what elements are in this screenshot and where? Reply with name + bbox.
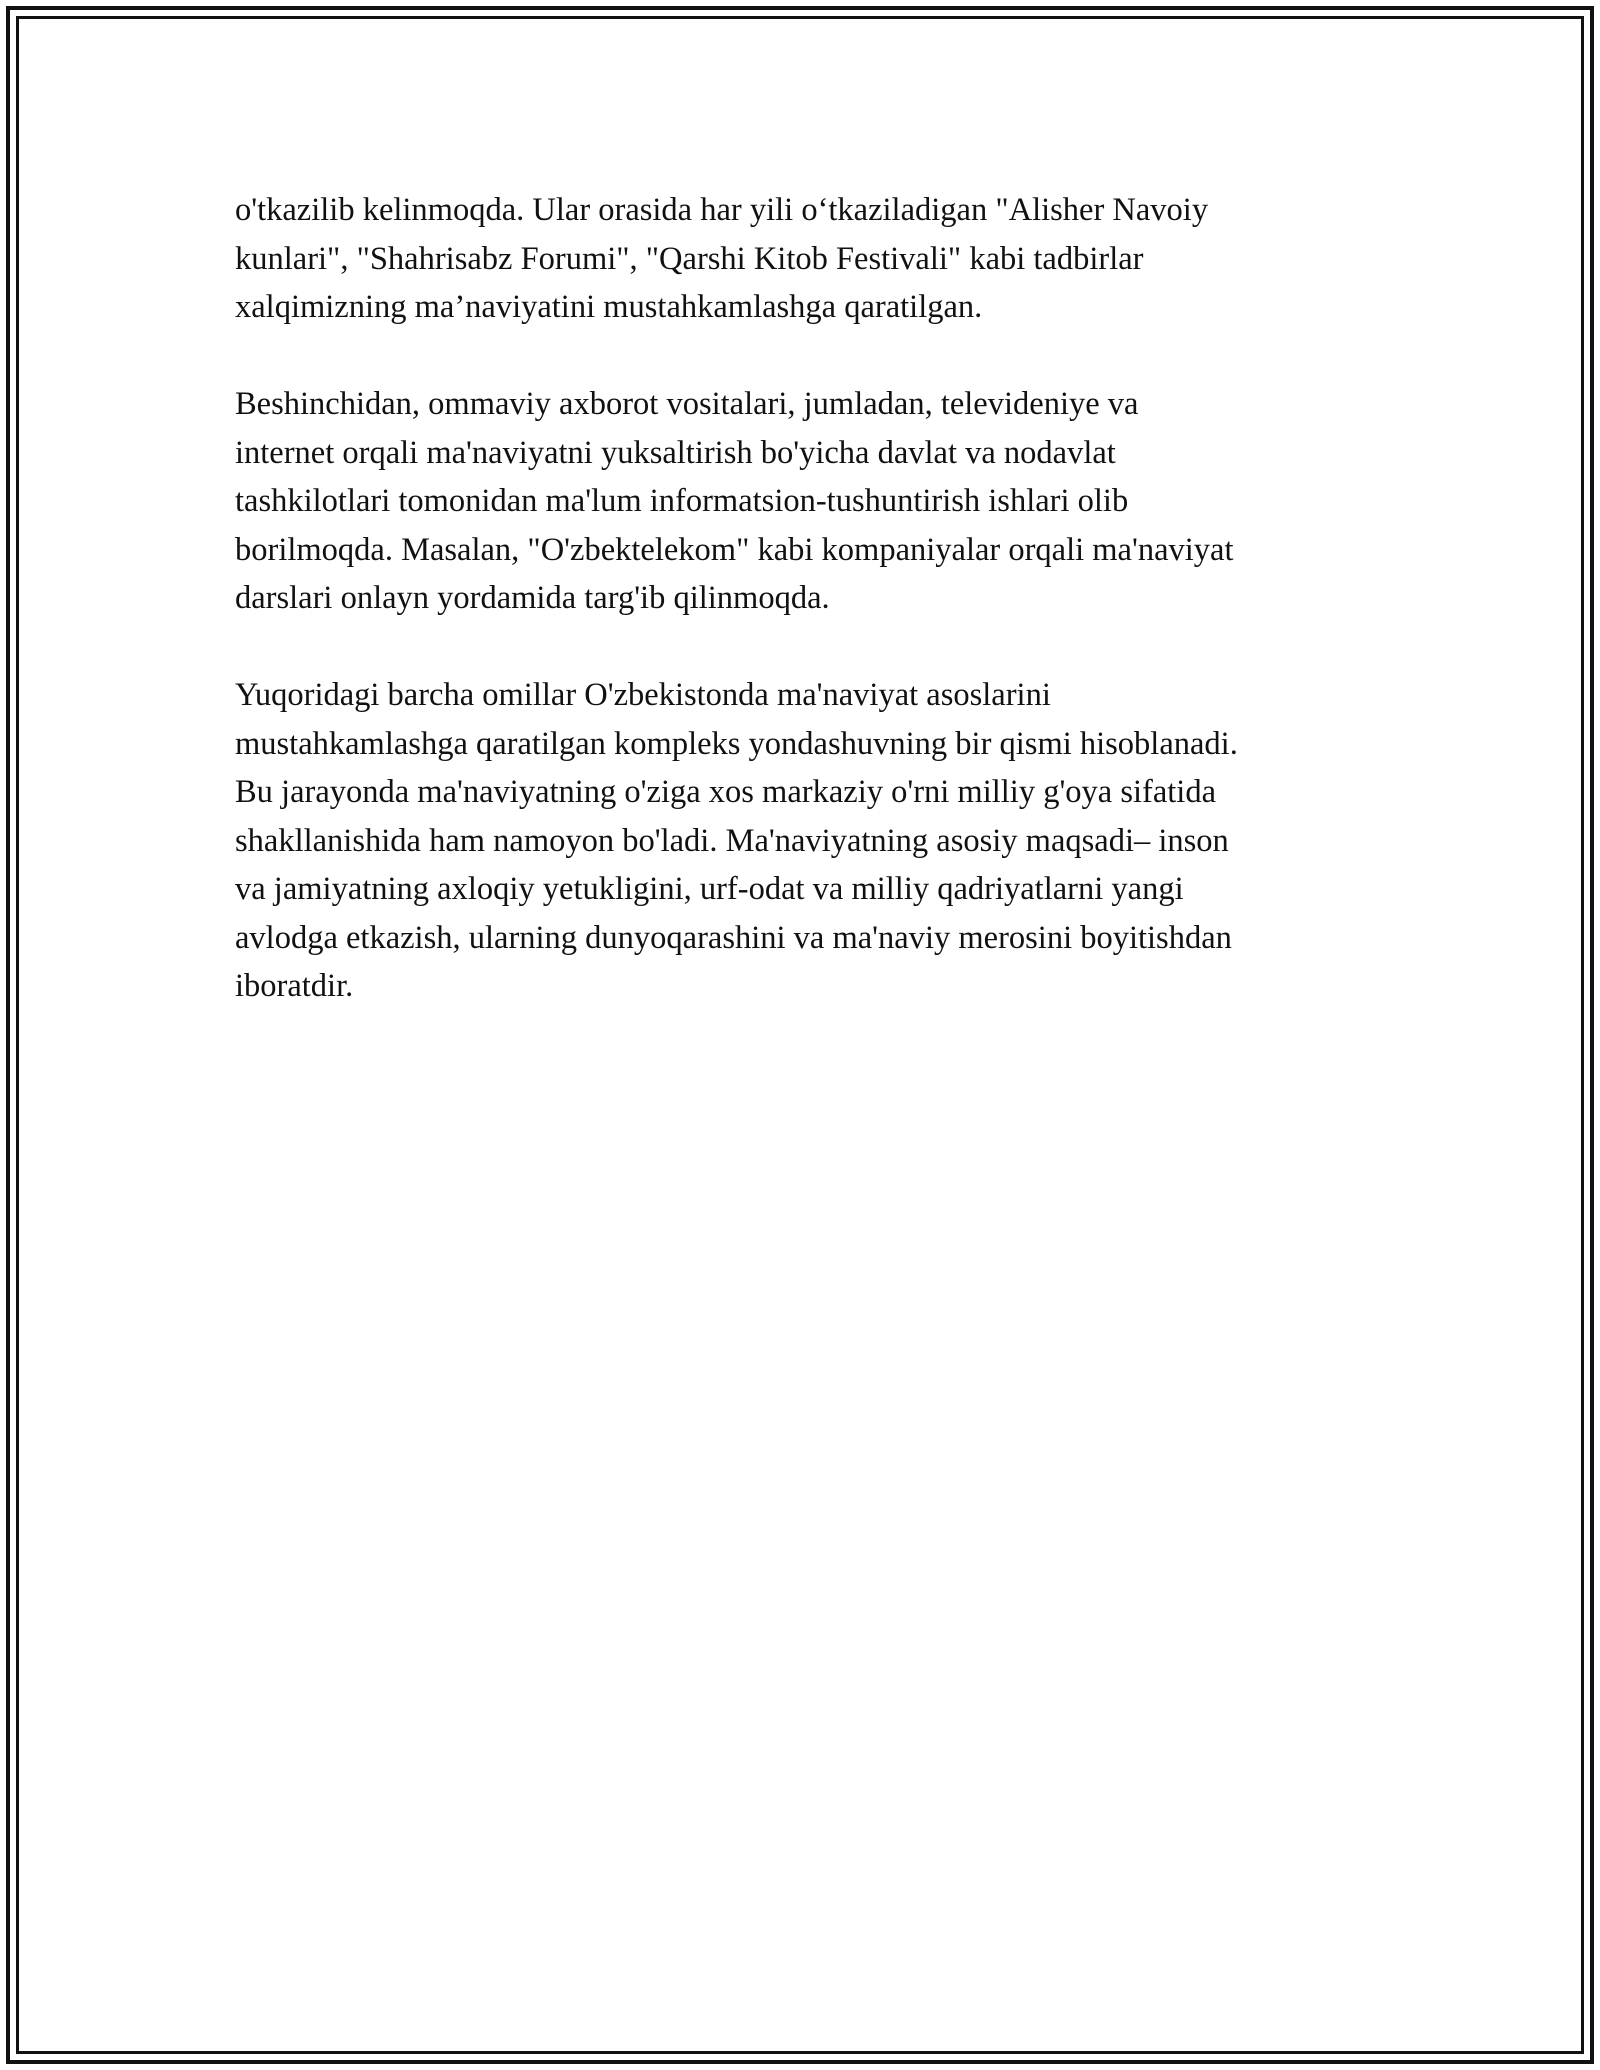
text-line: iboratdir. xyxy=(235,968,354,1004)
text-line: shakllanishida ham namoyon bo'ladi. Ma'naviyatning asosiy maqsadi– inson xyxy=(235,822,1229,859)
text-line: kunlari", "Shahrisabz Forumi", "Qarshi Kitob Festivali" kabi tadbirlar xyxy=(235,240,1144,277)
text-line: Bu jarayonda ma'naviyatning o'ziga xos markaziy o'rni milliy g'oya sifatida xyxy=(235,774,1217,810)
text-line: borilmoqda. Masalan, "O'zbektelekom" kabi kompaniyalar orqali ma'naviyat xyxy=(235,531,1234,568)
text-line: Beshinchidan, ommaviy axborot vositalari, jumladan, televideniye va xyxy=(235,386,1139,422)
text-line: darslari onlayn yordamida targ'ib qilinmoqda. xyxy=(235,580,830,616)
text-line: internet orqali ma'naviyatni yuksaltirish bo'yicha davlat va nodavlat xyxy=(235,434,1116,471)
document-body xyxy=(235,186,1385,1059)
text-line: avlodga etkazish, ularning dunyoqarashini va ma'naviy merosini boyitishdan xyxy=(235,919,1232,956)
text-line: tashkilotlari tomonidan ma'lum informatsion-tushuntirish ishlari olib xyxy=(235,483,1129,519)
paragraph-1 xyxy=(235,186,1385,332)
text-line: Yuqoridagi barcha omillar O'zbekistonda ma'naviyat asoslarini xyxy=(235,677,1051,713)
text-line: xalqimizning ma’naviyatini mustahkamlashga qaratilgan. xyxy=(235,289,983,325)
paragraph-2 xyxy=(235,380,1385,623)
paragraph-3 xyxy=(235,671,1385,1011)
text-line: o'tkazilib kelinmoqda. Ular orasida har yili o‘tkaziladigan "Alisher Navoiy xyxy=(235,192,1209,228)
text-line: va jamiyatning axloqiy yetukligini, urf-odat va milliy qadriyatlarni yangi xyxy=(235,871,1184,907)
text-line: mustahkamlashga qaratilgan kompleks yondashuvning bir qismi hisoblanadi. xyxy=(235,725,1238,762)
